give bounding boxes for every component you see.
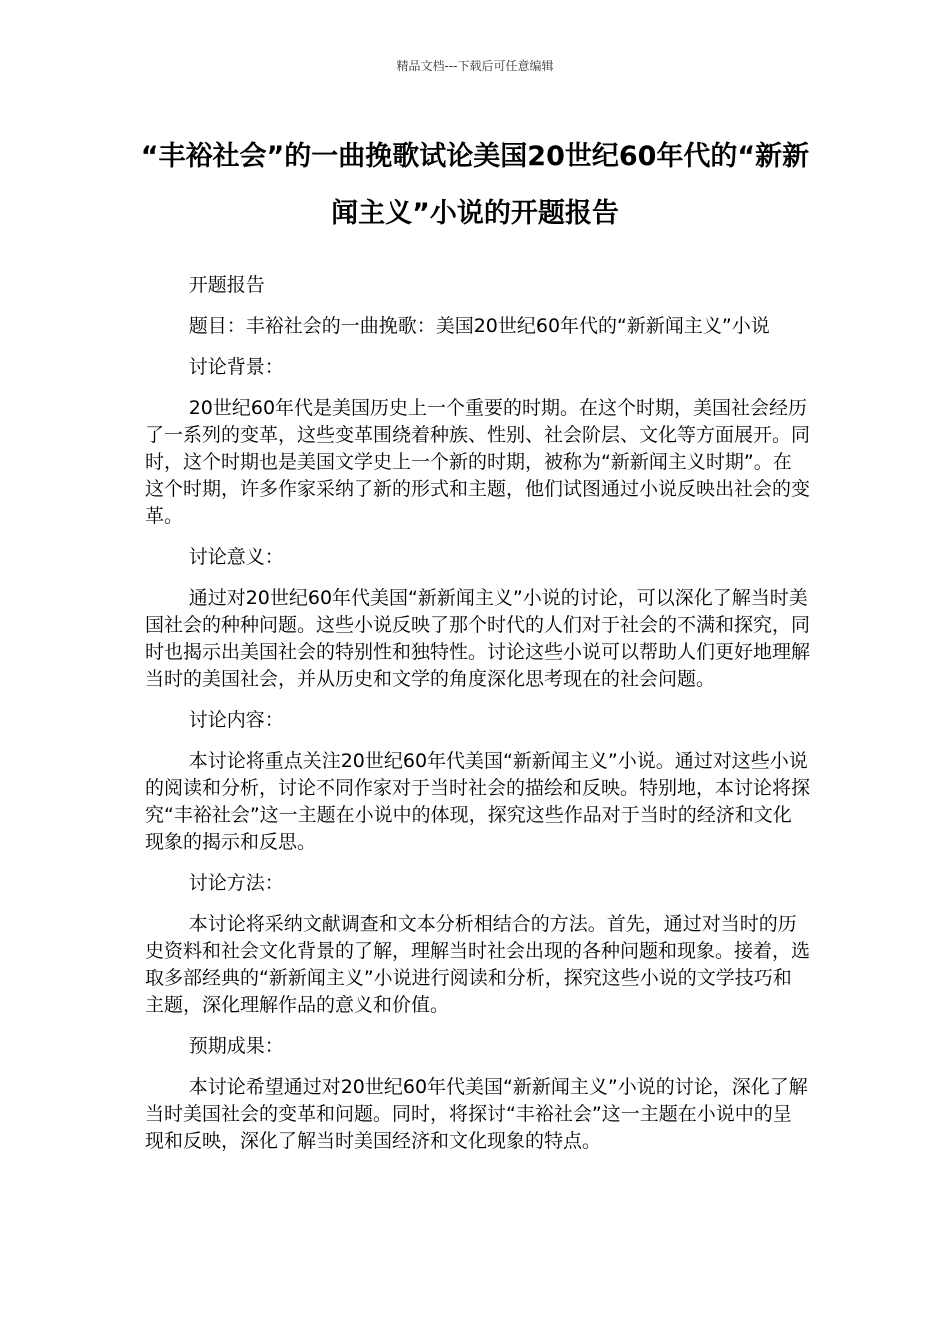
section-text-method: 本讨论将采纳文献调查和文本分析相结合的方法。首先，通过对当时的历史资料和社会文化背景的了解，理解当时社会出现的各种问题和现象。接着，选取多部经典的“新新闻主义”小说进行阅读和分析，探究这些小说的文学技巧和主题，深化理解作品的意义和价值。 <box>145 913 811 1016</box>
report-label: 开题报告 <box>188 274 265 296</box>
page-header-note: 精品文档---下载后可任意编辑 <box>396 59 554 73</box>
section-heading-significance: 讨论意义： <box>188 546 284 568</box>
document-body <box>145 272 810 1169</box>
section-heading-background: 讨论背景： <box>188 356 284 378</box>
section-heading-method: 讨论方法： <box>188 872 284 894</box>
section-heading-expected-results: 预期成果： <box>188 1035 284 1057</box>
section-heading-content: 讨论内容： <box>188 709 284 731</box>
section-text-expected-results: 本讨论希望通过对20世纪60年代美国“新新闻主义”小说的讨论，深化了解当时美国社会的变革和问题。同时，将探讨“丰裕社会”这一主题在小说中的呈现和反映，深化了解当时美国经济和文化现象的特点。 <box>145 1076 808 1152</box>
document-title: “丰裕社会”的一曲挽歌试论美国20世纪60年代的“新新闻主义”小说的开题报告 <box>140 141 810 229</box>
section-text-background: 20世纪60年代是美国历史上一个重要的时期。在这个时期，美国社会经历了一系列的变革，这些变革围绕着种族、性别、社会阶层、文化等方面展开。同时，这个时期也是美国文学史上一个新的时期，被称为“新新闻主义时期”。在这个时期，许多作家采纳了新的形式和主题，他们试图通过小说反映出社会的变革。 <box>145 397 811 527</box>
topic-line: 题目：丰裕社会的一曲挽歌：美国20世纪60年代的“新新闻主义”小说 <box>188 315 770 337</box>
section-text-content: 本讨论将重点关注20世纪60年代美国“新新闻主义”小说。通过对这些小说的阅读和分析，讨论不同作家对于当时社会的描绘和反映。特别地，本讨论将探究“丰裕社会”这一主题在小说中的体现，探究这些作品对于当时的经济和文化现象的揭示和反思。 <box>145 750 811 853</box>
section-text-significance: 通过对20世纪60年代美国“新新闻主义”小说的讨论，可以深化了解当时美国社会的种种问题。这些小说反映了那个时代的人们对于社会的不满和探究，同时也揭示出美国社会的特别性和独特性。讨论这些小说可以帮助人们更好地理解当时的美国社会，并从历史和文学的角度深化思考现在的社会问题。 <box>145 587 811 690</box>
